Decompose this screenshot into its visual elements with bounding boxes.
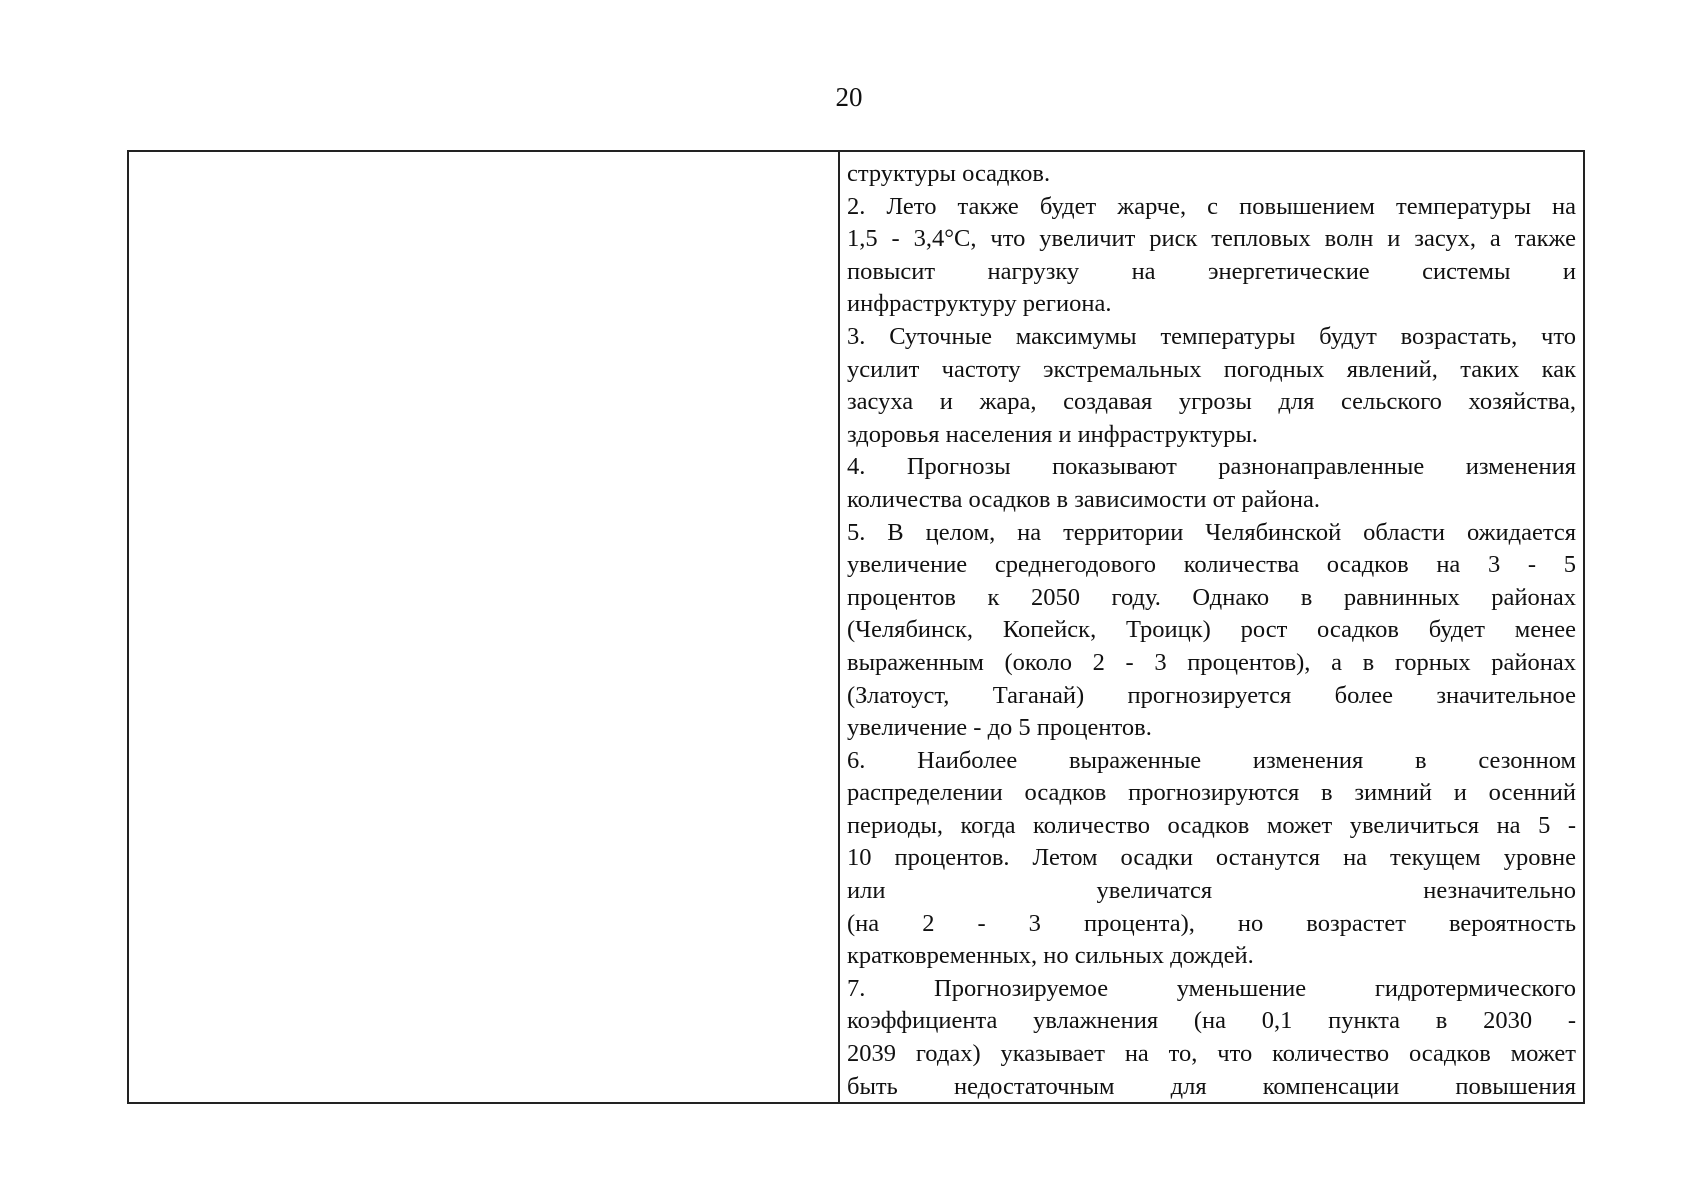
text-line: 2039 годах) указывает на то, что количество осадков может — [847, 1040, 1576, 1068]
document-table — [127, 150, 1585, 1104]
text-line: усилит частоту экстремальных погодных явлений, таких как — [847, 355, 1576, 383]
text-line: 10 процентов. Летом осадки останутся на текущем уровне — [847, 844, 1576, 872]
text-line: 3. Суточные максимумы температуры будут возрастать, что — [847, 322, 1576, 350]
text-line: или увеличатся незначительно — [847, 877, 1576, 905]
text-line: здоровья населения и инфраструктуры. — [847, 420, 1258, 448]
text-line: 2. Лето также будет жарче, с повышением температуры на — [847, 192, 1576, 220]
text-line: 7. Прогнозируемое уменьшение гидротермического — [847, 974, 1576, 1002]
text-line: (на 2 - 3 процента), но возрастет вероятность — [847, 909, 1576, 937]
text-line: 6. Наиболее выраженные изменения в сезонном — [847, 746, 1576, 774]
text-line: процентов к 2050 году. Однако в равнинных районах — [847, 583, 1576, 611]
table-left-cell — [129, 152, 840, 1102]
text-line: количества осадков в зависимости от района. — [847, 485, 1320, 513]
page-number: 20 — [835, 82, 863, 112]
text-line: периоды, когда количество осадков может увеличиться на 5 - — [847, 811, 1576, 839]
text-line: увеличение - до 5 процентов. — [847, 714, 1152, 742]
text-line: инфраструктуру региона. — [847, 290, 1112, 318]
text-line: коэффициента увлажнения (на 0,1 пункта в 2030 - — [847, 1007, 1576, 1035]
text-line: 1,5 - 3,4°С, что увеличит риск тепловых волн и засух, а также — [847, 225, 1576, 253]
text-line: 4. Прогнозы показывают разнонаправленные изменения — [847, 453, 1576, 481]
text-line: быть недостаточным для компенсации повышения — [847, 1072, 1576, 1100]
table-right-cell — [840, 152, 1583, 1102]
text-line: (Златоуст, Таганай) прогнозируется более значительное — [847, 681, 1576, 709]
text-line: повысит нагрузку на энергетические системы и — [847, 257, 1576, 285]
text-line: распределении осадков прогнозируются в зимний и осенний — [847, 779, 1576, 807]
text-line: 5. В целом, на территории Челябинской области ожидается — [847, 518, 1576, 546]
text-line: увеличение среднегодового количества осадков на 3 - 5 — [847, 551, 1576, 579]
text-line: выраженным (около 2 - 3 процентов), а в горных районах — [847, 648, 1576, 676]
text-line: (Челябинск, Копейск, Троицк) рост осадков будет менее — [847, 616, 1576, 644]
text-line: кратковременных, но сильных дождей. — [847, 942, 1254, 970]
text-line: структуры осадков. — [847, 160, 1051, 187]
text-line: засуха и жара, создавая угрозы для сельского хозяйства, — [847, 388, 1576, 416]
